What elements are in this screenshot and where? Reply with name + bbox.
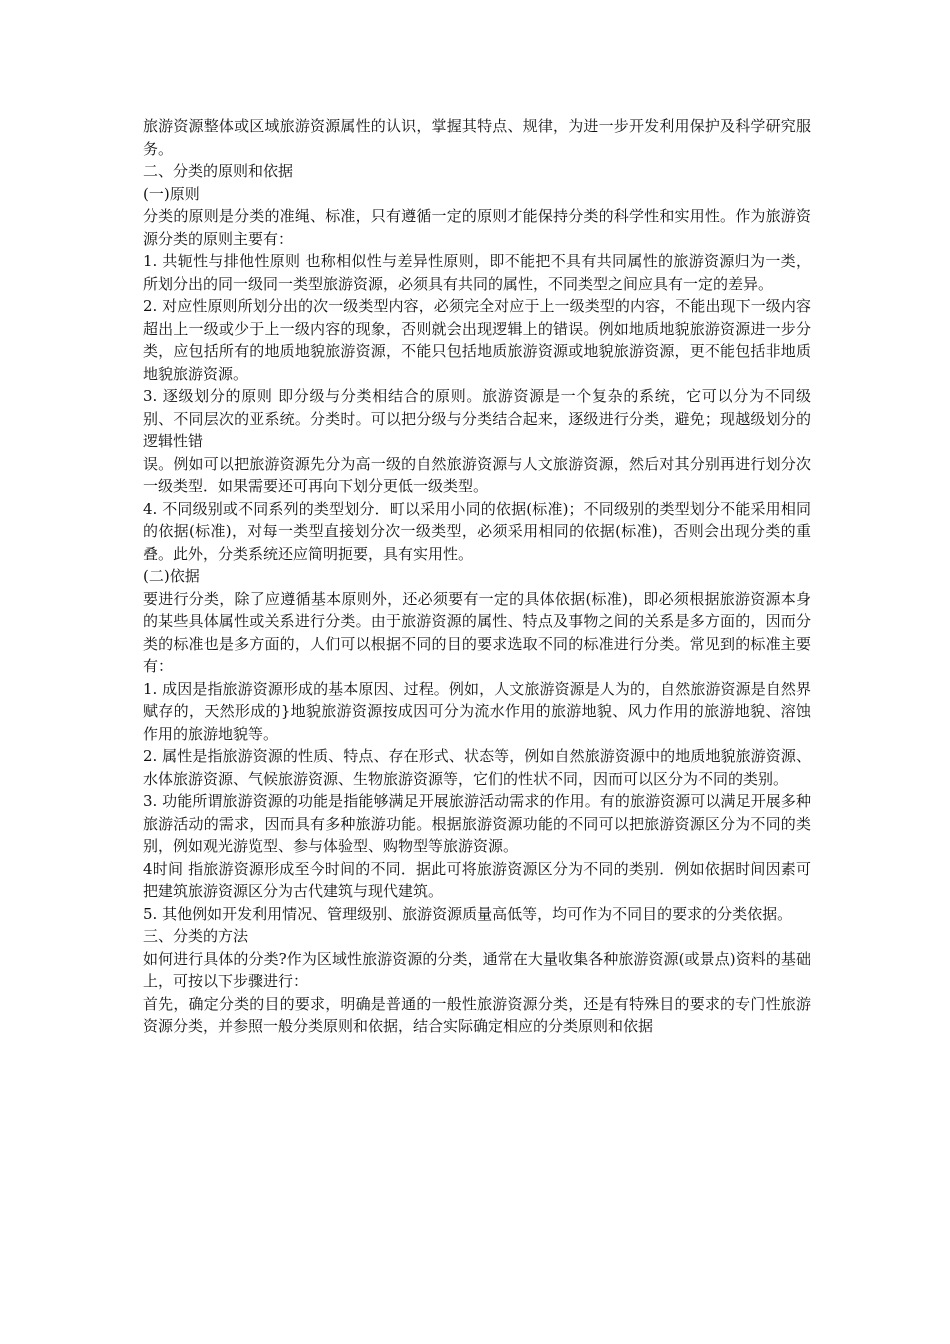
paragraph-basis-2: 2. 属性是指旅游资源的性质、特点、存在形式、状态等，例如自然旅游资源中的地质地貌旅游资源、水体旅游资源、气候旅游资源、生物旅游资源等，它们的性状不同，因而可以区分为不同的类别。 (143, 747, 811, 788)
paragraph-basis-intro: 要进行分类，除了应遵循基本原则外，还必须要有一定的具体依据(标准)，即必须根据旅游资源本身的某些具体属性或关系进行分类。由于旅游资源的属性、特点及事物之间的关系是多方面的，因而分类的标准也是多方面的，人们可以根据不同的目的要求选取不同的标准进行分类。常见到的标准主要有： (143, 589, 811, 675)
section-heading-3: 三、分类的方法 (143, 927, 249, 945)
paragraph-basis-5: 5. 其他例如开发利用情况、管理级别、旅游资源质量高低等，均可作为不同目的要求的分类依据。 (143, 904, 793, 923)
paragraph-principle-1: 1. 共轭性与排他性原则 也称相似性与差异性原则，即不能把不具有共同属性的旅游资源归为一类，所划分出的同一级同一类型旅游资源，必须具有共同的属性，不同类型之间应具有一定的差异。 (143, 252, 811, 293)
section-heading-2: 二、分类的原则和依据 (143, 162, 294, 180)
paragraph-basis-4: 4时间 指旅游资源形成至今时间的不同．据此可将旅游资源区分为不同的类别．例如依据时间因素可把建筑旅游资源区分为古代建筑与现代建筑。 (143, 859, 811, 900)
paragraph-principle-4: 4. 不同级别或不同系列的类型划分．町以采用小同的依据(标准)；不同级别的类型划分不能采用相同的依据(标准)，对每一类型直接划分次一级类型，必须采用相同的依据(标准)，否则会出现分类的重叠。此外，分类系统还应简明扼要，具有实用性。 (143, 499, 811, 563)
paragraph-intro: 旅游资源整体或区域旅游资源属性的认识，掌握其特点、规律，为进一步开发利用保护及科学研究服务。 (143, 117, 811, 158)
subsection-heading-basis: (二)依据 (143, 567, 200, 585)
paragraph-principle-3-cont: 误。例如可以把旅游资源先分为高一级的自然旅游资源与人文旅游资源，然后对其分别再进行划分次一级类型．如果需要还可再向下划分更低一级类型。 (143, 454, 811, 495)
paragraph-method-step-1: 首先，确定分类的目的要求，明确是普通的一般性旅游资源分类，还是有特殊目的要求的专门性旅游资源分类，并参照一般分类原则和依据，结合实际确定相应的分类原则和依据 (143, 994, 811, 1035)
paragraph-principle-2: 2. 对应性原则所划分出的次一级类型内容，必须完全对应于上一级类型的内容，不能出现下一级内容超出上一级或少于上一级内容的现象，否则就会出现逻辑上的错误。例如地质地貌旅游资源进一步分类，应包括所有的地质地貌旅游资源，不能只包括地质旅游资源或地貌旅游资源，更不能包括非地质地貌旅游资源。 (143, 297, 811, 383)
paragraph-method-intro: 如何进行具体的分类?作为区域性旅游资源的分类，通常在大量收集各种旅游资源(或景点)资料的基础上，可按以下步骤进行： (143, 949, 811, 990)
paragraph-principles-intro: 分类的原则是分类的准绳、标准，只有遵循一定的原则才能保持分类的科学性和实用性。作为旅游资源分类的原则主要有： (143, 207, 811, 248)
paragraph-basis-1: 1. 成因是指旅游资源形成的基本原因、过程。例如，人文旅游资源是人为的，自然旅游资源是自然界赋存的，天然形成的}地貌旅游资源按成因可分为流水作用的旅游地貌、风力作用的旅游地貌、溶蚀作用的旅游地貌等。 (143, 679, 811, 743)
document-body (143, 115, 811, 1038)
subsection-heading-principles: (一)原则 (143, 184, 200, 203)
paragraph-basis-3: 3. 功能所谓旅游资源的功能是指能够满足开展旅游活动需求的作用。有的旅游资源可以满足开展多种旅游活动的需求，因而具有多种旅游功能。根据旅游资源功能的不同可以把旅游资源区分为不同的类别，例如观光游览型、参与体验型、购物型等旅游资源。 (143, 792, 811, 855)
paragraph-principle-3: 3. 逐级划分的原则 即分级与分类相结合的原则。旅游资源是一个复杂的系统，它可以分为不同级别、不同层次的亚系统。分类时。可以把分级与分类结合起来，逐级进行分类，避免；现越级划分的逻辑性错 (143, 387, 811, 450)
